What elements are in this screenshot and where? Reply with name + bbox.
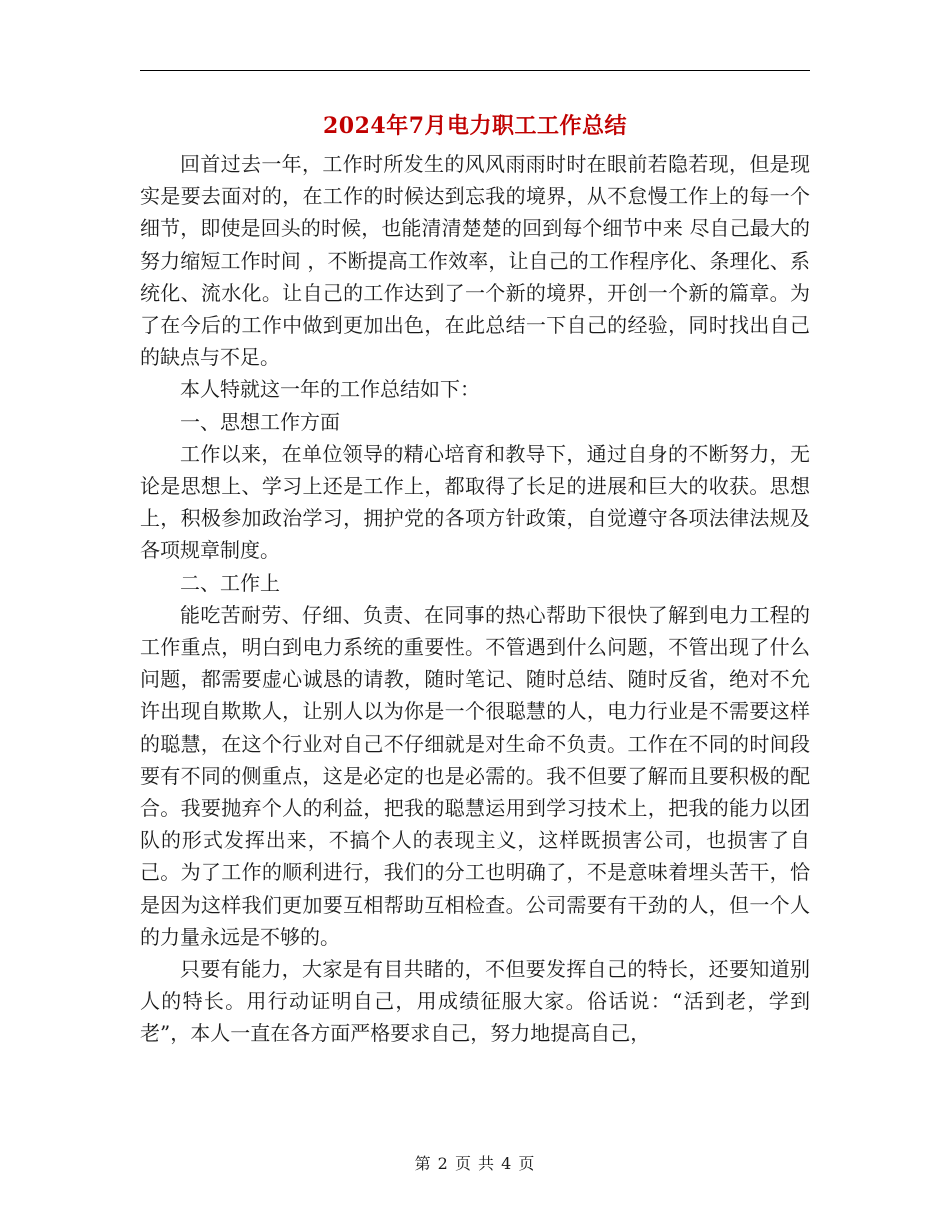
section-heading-work: 二、工作上	[180, 570, 280, 595]
header-rule	[140, 70, 810, 71]
paragraph-summary-lead: 本人特就这一年的工作总结如下：	[180, 377, 480, 402]
section-heading-thought: 一、思想工作方面	[180, 409, 340, 434]
paragraph-work: 能吃苦耐劳、仔细、负责、在同事的热心帮助下很快了解到电力工程的工作重点，明白到电力系统的重要性。不管遇到什么问题，不管出现了什么问题，都需要虚心诚恳的请教，随时笔记、随时总结、随时反省，绝对不允许出现自欺欺人，让别人以为你是一个很聪慧的人，电力行业是不需要这样的聪慧，在这个行业对自己不仔细就是对生命不负责。工作在不同的时间段要有不同的侧重点，这是必定的也是必需的。我不但要了解而且要积极的配合。我要抛弃个人的利益，把我的聪慧运用到学习技术上，把我的能力以团队的形式发挥出来，不搞个人的表现主义，这样既损害公司，也损害了自己。为了工作的顺利进行，我们的分工也明确了，不是意味着埋头苦干，恰是因为这样我们更加要互相帮助互相检查。公司需要有干劲的人，但一个人的力量永远是不够的。	[140, 602, 810, 949]
paragraph-ability: 只要有能力，大家是有目共睹的，不但要发挥自己的特长，还要知道别人的特长。用行动证明自己，用成绩征服大家。俗话说：“活到老，学到老”，本人一直在各方面严格要求自己，努力地提高自己，	[140, 957, 810, 1046]
paragraph-thought: 工作以来，在单位领导的精心培育和教导下，通过自身的不断努力，无论是思想上、学习上还是工作上，都取得了长足的进展和巨大的收获。思想上，积极参加政治学习，拥护党的各项方针政策，自觉遵守各项法律法规及各项规章制度。	[140, 441, 810, 563]
document-title: 2024年7月电力职工工作总结	[322, 113, 628, 139]
paragraph-intro: 回首过去一年，工作时所发生的风风雨雨时时在眼前若隐若现，但是现实是要去面对的，在工作的时候达到忘我的境界，从不怠慢工作上的每一个细节，即使是回头的时候，也能清清楚楚的回到每个细节中来 尽自己最大的努力缩短工作时间 ，不断提高工作效率，让自己的工作程序化、条理化、系统化、流水化。让自己的工作达到了一个新的境界，开创一个新的篇章。为了在今后的工作中做到更加出色，在此总结一下自己的经验，同时找出自己的缺点与不足。	[140, 152, 810, 370]
page-footer: 第 2 页 共 4 页	[414, 1154, 536, 1173]
document-body	[140, 148, 810, 1050]
